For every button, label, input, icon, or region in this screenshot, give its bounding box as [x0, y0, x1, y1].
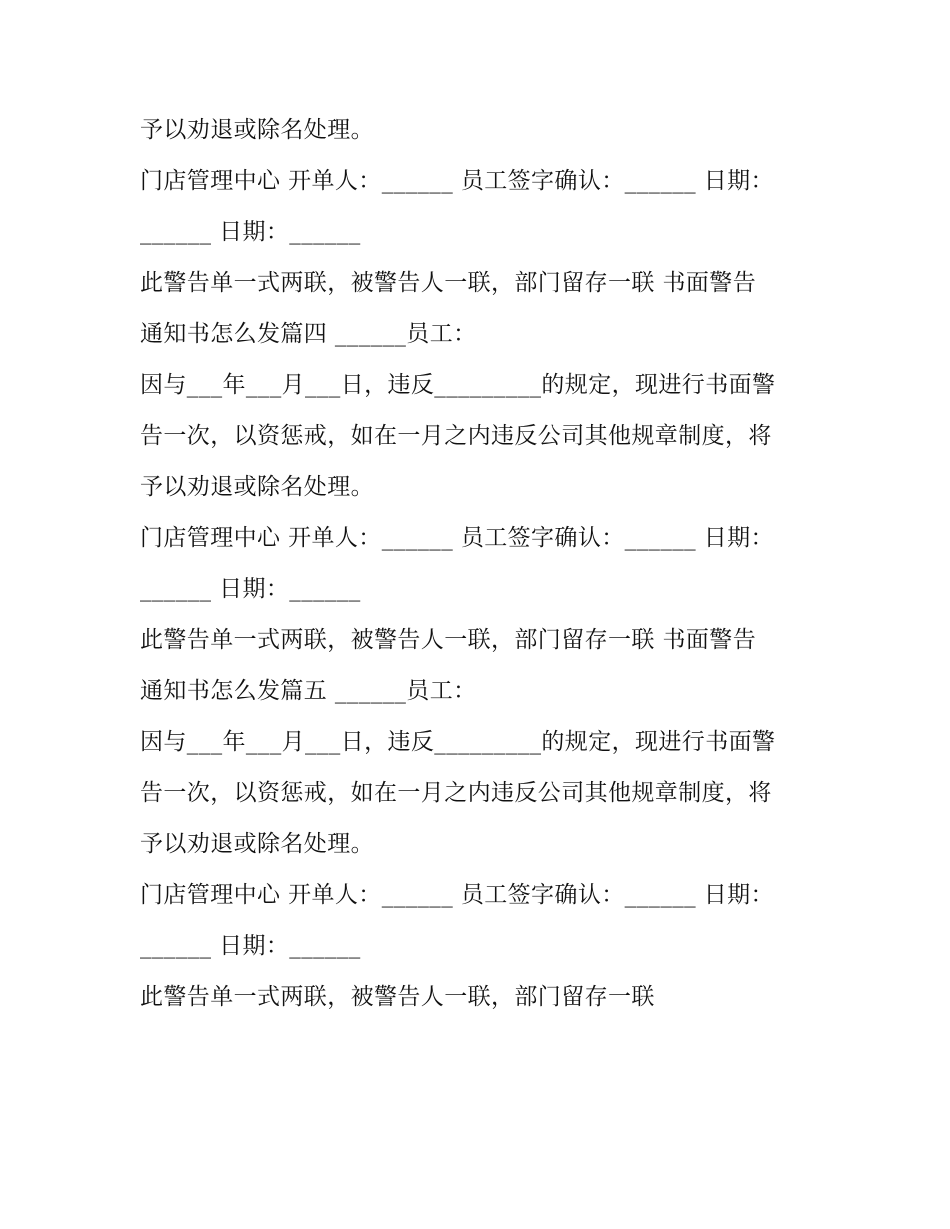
text-line: ______ 日期：______ [140, 219, 361, 245]
text-line: 予以劝退或除名处理。 [140, 474, 374, 500]
text-line: 告一次，以资惩戒，如在一月之内违反公司其他规章制度，将 [140, 423, 772, 449]
text-line: 此警告单一式两联，被警告人一联，部门留存一联 书面警告 [140, 270, 757, 296]
text-line: ______ 日期：______ [140, 933, 361, 959]
text-line: 告一次，以资惩戒，如在一月之内违反公司其他规章制度，将 [140, 780, 772, 806]
text-line: 因与___年___月___日，违反_________的规定，现进行书面警 [140, 372, 776, 398]
text-line: ______ 日期：______ [140, 576, 361, 602]
text-line: 此警告单一式两联，被警告人一联，部门留存一联 [140, 984, 655, 1010]
text-line: 通知书怎么发篇四 ______员工： [140, 321, 477, 347]
text-line: 因与___年___月___日，违反_________的规定，现进行书面警 [140, 729, 776, 755]
text-line: 门店管理中心 开单人：______ 员工签字确认：______ 日期： [140, 882, 774, 908]
text-line: 此警告单一式两联，被警告人一联，部门留存一联 书面警告 [140, 627, 757, 653]
text-line: 门店管理中心 开单人：______ 员工签字确认：______ 日期： [140, 168, 774, 194]
text-line: 门店管理中心 开单人：______ 员工签字确认：______ 日期： [140, 525, 774, 551]
text-line: 予以劝退或除名处理。 [140, 117, 374, 143]
text-line: 通知书怎么发篇五 ______员工： [140, 678, 477, 704]
document-body [140, 108, 820, 1026]
text-line: 予以劝退或除名处理。 [140, 831, 374, 857]
